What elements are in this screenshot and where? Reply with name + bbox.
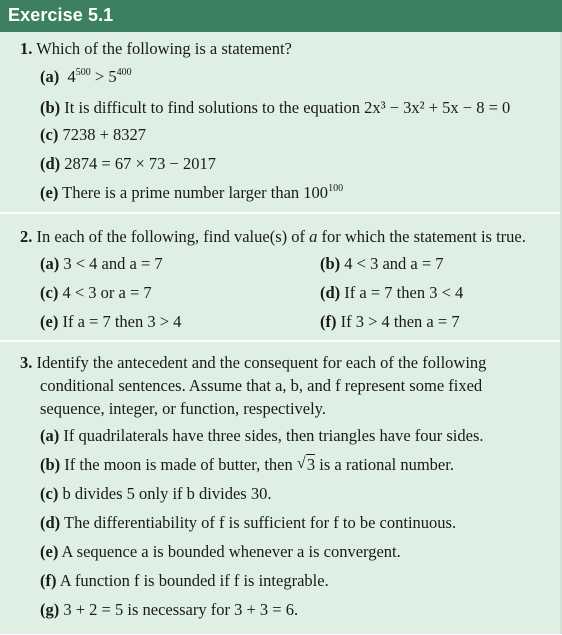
- section-divider: [0, 212, 560, 214]
- q1-d-text: 2874 = 67 × 73 − 2017: [64, 154, 216, 173]
- q1-c-label: (c): [40, 125, 59, 144]
- q3-item-a: (a) If quadrilaterals have three sides, then triangles have four sides.: [40, 426, 484, 445]
- q3-prompt-line-3: sequence, integer, or function, respectively.: [40, 399, 326, 418]
- q3-item-e: (e) A sequence a is bounded whenever a is convergent.: [40, 542, 401, 561]
- q1-c-text: 7238 + 8327: [62, 125, 147, 144]
- q1-d-label: (d): [40, 154, 61, 173]
- q1-b-text: It is difficult to find solutions to the equation 2x³ − 3x² + 5x − 8 = 0: [64, 98, 511, 117]
- q1-b-label: (b): [40, 98, 61, 117]
- q1-a-label: (a): [40, 67, 60, 86]
- q3-item-c: (c) b divides 5 only if b divides 30.: [40, 484, 272, 503]
- q3-item-f: (f) A function f is bounded if f is integrable.: [40, 571, 329, 590]
- q2-prompt: In each of the following, find value(s) of a for which the statement is true.: [36, 227, 526, 246]
- q1-number: 1.: [20, 39, 33, 58]
- q3-number: 3.: [20, 353, 33, 372]
- q3-prompt-line-2: conditional sentences. Assume that a, b, and f represent some fixed: [40, 376, 483, 395]
- q1-prompt: Which of the following is a statement?: [36, 39, 292, 58]
- q3-item-b: (b) If the moon is made of butter, then √ 3 is a rational number.: [40, 455, 454, 474]
- exercise-header: [0, 0, 562, 32]
- q1-item-c: [40, 124, 146, 146]
- q3-item-d: (d) The differentiability of f is sufficient for f to be continuous.: [40, 513, 457, 532]
- q2-item-f: (f) If 3 > 4 then a = 7: [320, 312, 460, 331]
- q3-item-g: (g) 3 + 2 = 5 is necessary for 3 + 3 = 6.: [40, 600, 299, 619]
- q1-item-d: [40, 153, 216, 175]
- q1-a-expression: $4^{500} > 5^{400}$: [67, 66, 132, 86]
- q1-item-b: [40, 97, 510, 119]
- q2-item-a: (a) 3 < 4 and a = 7: [40, 254, 163, 273]
- square-root: √ 3: [296, 455, 316, 474]
- q1-e-text: There is a prime number larger than $100^{100}$: [62, 182, 344, 202]
- q1-prompt-line: [20, 38, 292, 60]
- q2-number: 2.: [20, 227, 33, 246]
- q1-item-a: [40, 66, 132, 88]
- q2-item-c: (c) 4 < 3 or a = 7: [40, 283, 152, 302]
- section-divider: [0, 340, 560, 342]
- q1-e-label: (e): [40, 183, 59, 202]
- q2-item-b: (b) 4 < 3 and a = 7: [320, 254, 444, 273]
- q2-prompt-line: [20, 226, 526, 248]
- q2-item-d: (d) If a = 7 then 3 < 4: [320, 283, 464, 302]
- q1-item-e: [40, 182, 343, 204]
- q2-item-e: (e) If a = 7 then 3 > 4: [40, 312, 182, 331]
- exercise-title: Exercise 5.1: [8, 5, 114, 25]
- q3-prompt-line-1: 3. Identify the antecedent and the consequent for each of the following: [20, 353, 487, 372]
